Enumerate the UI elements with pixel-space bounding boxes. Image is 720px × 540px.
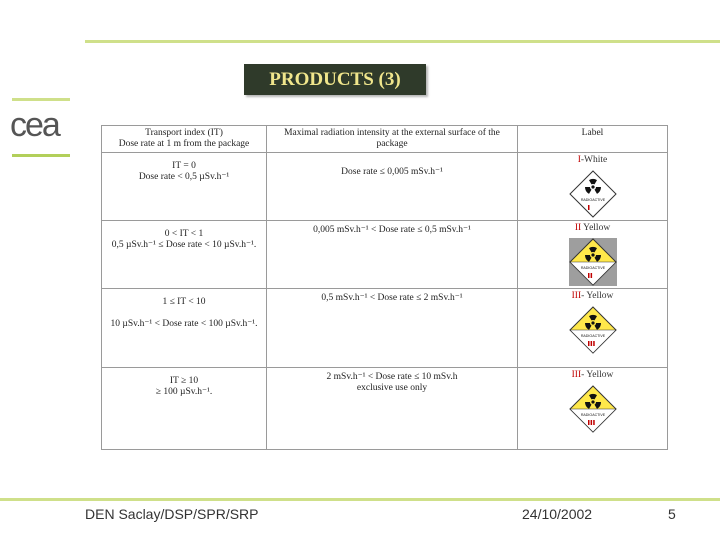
- title-box: [244, 64, 426, 95]
- logo-bar-bottom: [12, 154, 70, 157]
- placard-caption: RADIOACTIVE: [580, 413, 605, 417]
- label-category-number: I: [577, 155, 581, 165]
- top-divider: [85, 40, 720, 43]
- bottom-divider: [0, 498, 720, 501]
- radiation-intensity-cell: 0,5 mSv.h⁻¹ < Dose rate ≤ 2 mSv.h⁻¹: [267, 289, 518, 368]
- cea-logo: [10, 98, 74, 160]
- radioactive-placard-icon: [569, 385, 617, 433]
- table-row: [102, 221, 668, 289]
- label-category-number: III: [571, 370, 582, 380]
- label-category-color: - Yellow: [581, 291, 614, 301]
- label-category: [521, 291, 664, 302]
- transport-index-cell: 1 ≤ IT < 10 10 µSv.h⁻¹ < Dose rate < 100 µSv.h⁻¹.: [102, 289, 267, 368]
- placard-caption: RADIOACTIVE: [580, 266, 605, 270]
- radiation-intensity-cell: 0,005 mSv.h⁻¹ < Dose rate ≤ 0,5 mSv.h⁻¹: [267, 221, 518, 289]
- label-category-color: - Yellow: [581, 370, 614, 380]
- label-cell: [518, 221, 668, 289]
- radioactive-placard-icon: [569, 306, 617, 354]
- label-cell: [518, 368, 668, 450]
- transport-index-cell: IT = 0 Dose rate < 0,5 µSv.h⁻¹: [102, 153, 267, 221]
- transport-index-table: [101, 125, 668, 450]
- placard-diamond: [570, 171, 616, 217]
- label-category-number: III: [571, 291, 582, 301]
- table-row: [102, 289, 668, 368]
- table-header-row: [102, 126, 668, 153]
- label-category-color: -White: [580, 155, 608, 165]
- radiation-intensity-cell: Dose rate ≤ 0,005 mSv.h⁻¹: [267, 153, 518, 221]
- logo-bar-top: [12, 98, 70, 101]
- radioactive-placard-icon: [569, 238, 617, 286]
- footer-page-number: 5: [668, 506, 676, 522]
- label-category: [521, 370, 664, 381]
- label-category-number: II: [574, 223, 582, 233]
- footer-date: 24/10/2002: [522, 506, 593, 522]
- label-category-color: Yellow: [581, 223, 611, 233]
- header-label: Label: [518, 126, 668, 153]
- header-transport-index: Transport index (IT) Dose rate at 1 m from the package: [102, 126, 267, 153]
- table-row: [102, 368, 668, 450]
- transport-index-cell: 0 < IT < 1 0,5 µSv.h⁻¹ ≤ Dose rate < 10 µSv.h⁻¹.: [102, 221, 267, 289]
- slide-title: PRODUCTS (3): [269, 69, 401, 90]
- logo-text: cea: [10, 106, 59, 144]
- transport-index-cell: IT ≥ 10 ≥ 100 µSv.h⁻¹.: [102, 368, 267, 450]
- label-cell: [518, 153, 668, 221]
- header-radiation-intensity: Maximal radiation intensity at the external surface of the package: [267, 126, 518, 153]
- label-category: [521, 223, 664, 234]
- label-category: [521, 155, 664, 166]
- label-cell: [518, 289, 668, 368]
- placard-caption: RADIOACTIVE: [580, 198, 605, 202]
- table-row: [102, 153, 668, 221]
- radiation-intensity-cell: 2 mSv.h⁻¹ < Dose rate ≤ 10 mSv.h exclusive use only: [267, 368, 518, 450]
- placard-caption: RADIOACTIVE: [580, 334, 605, 338]
- radioactive-placard-icon: [569, 170, 617, 218]
- footer-organization: DEN Saclay/DSP/SPR/SRP: [85, 506, 259, 522]
